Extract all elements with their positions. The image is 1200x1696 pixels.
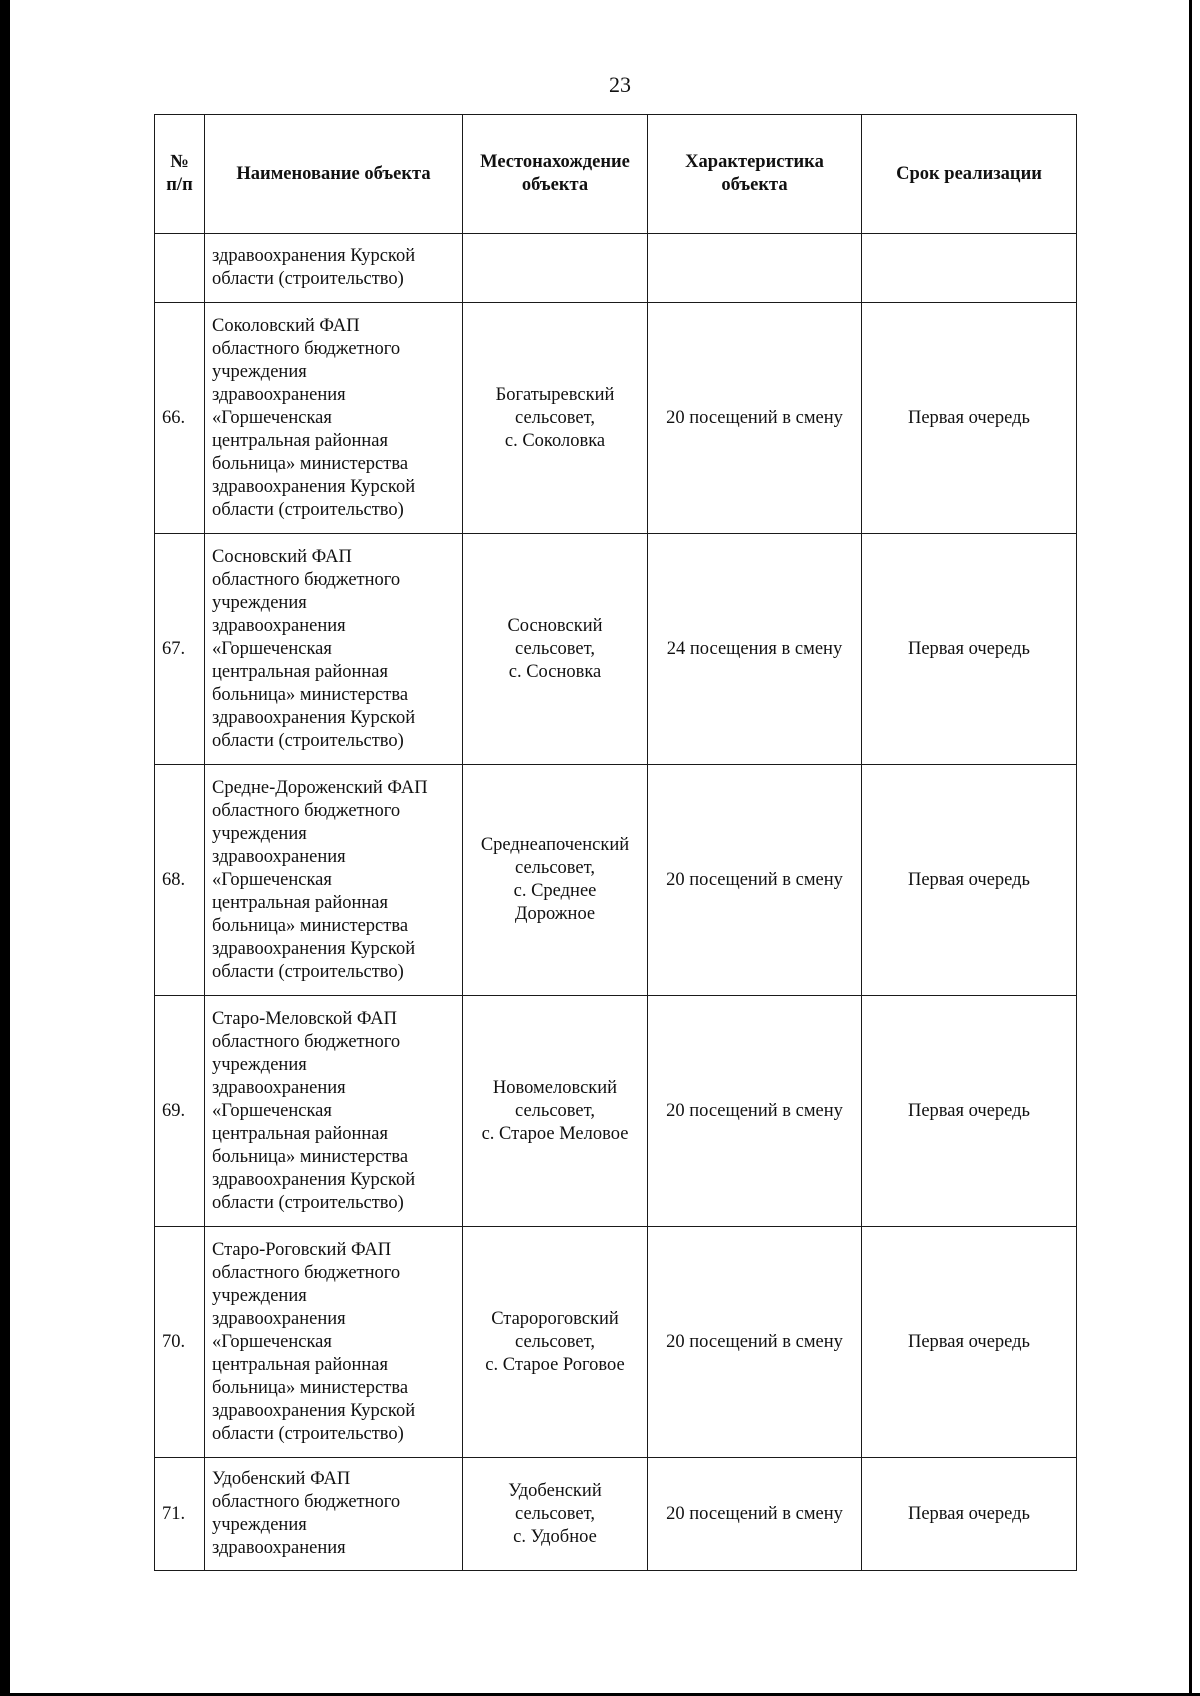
cell-term-text: Первая очередь: [907, 638, 1030, 659]
cell-characteristic: [648, 996, 862, 1227]
header-location-text: Местонахождение объекта: [480, 152, 630, 195]
cell-term: [862, 996, 1077, 1227]
cell-location-text: Старороговский сельсовет, с. Старое Роговое: [485, 1308, 625, 1375]
header-term: [862, 115, 1077, 234]
cell-term: [862, 303, 1077, 534]
cell-characteristic-text: 20 посещений в смену: [666, 407, 843, 428]
cell-num: [155, 1227, 205, 1458]
cell-term: [862, 1458, 1077, 1571]
cell-name: [205, 534, 463, 765]
table-row: [155, 765, 1077, 996]
cell-location: [463, 1227, 648, 1458]
cell-location-text: Удобенский сельсовет, с. Удобное: [508, 1480, 602, 1547]
cell-term: [862, 765, 1077, 996]
cell-num-text: 71.: [162, 1503, 186, 1524]
scan-border-left: [0, 0, 10, 1696]
cell-name: [205, 1458, 463, 1571]
cell-term: [862, 234, 1077, 303]
cell-characteristic-text: 20 посещений в смену: [666, 1503, 843, 1524]
header-characteristic: [648, 115, 862, 234]
table-header-row: [155, 115, 1077, 234]
header-term-text: Срок реализации: [896, 163, 1042, 184]
table-row-continuation: [155, 234, 1077, 303]
table-row: [155, 1458, 1077, 1571]
header-characteristic-text: Характеристика объекта: [685, 152, 824, 195]
cell-name-text: Средне-Дороженский ФАП областного бюджетного учреждения здравоохранения «Горшеченская центральная районная больница» министерства здравоохранения Курской области (строительство): [212, 777, 428, 982]
cell-location: [463, 303, 648, 534]
cell-num: [155, 534, 205, 765]
cell-location-text: Богатыревский сельсовет, с. Соколовка: [495, 384, 615, 451]
cell-num: [155, 765, 205, 996]
table-row: [155, 1227, 1077, 1458]
cell-term-text: Первая очередь: [907, 1503, 1030, 1524]
header-num: [155, 115, 205, 234]
cell-name: [205, 996, 463, 1227]
cell-characteristic: [648, 765, 862, 996]
cell-location: [463, 765, 648, 996]
table-row: [155, 996, 1077, 1227]
cell-num-text: 70.: [162, 1331, 186, 1352]
cell-characteristic: [648, 534, 862, 765]
cell-name: [205, 765, 463, 996]
header-name-text: Наименование объекта: [236, 163, 431, 184]
cell-num: [155, 996, 205, 1227]
cell-name-text: Сосновский ФАП областного бюджетного учреждения здравоохранения «Горшеченская центральная районная больница» министерства здравоохранения Курской области (строительство): [212, 546, 416, 751]
cell-characteristic: [648, 234, 862, 303]
cell-num: [155, 303, 205, 534]
cell-location: [463, 1458, 648, 1571]
cell-num-text: 69.: [162, 1100, 186, 1121]
cell-name-text: Старо-Роговский ФАП областного бюджетного учреждения здравоохранения «Горшеченская центральная районная больница» министерства здравоохранения Курской области (строительство): [212, 1239, 416, 1444]
cell-num-text: 66.: [162, 407, 186, 428]
cell-name-text: Удобенский ФАП областного бюджетного учреждения здравоохранения: [212, 1469, 401, 1558]
cell-characteristic: [648, 1458, 862, 1571]
cell-name-text: здравоохранения Курской области (строительство): [212, 246, 416, 289]
cell-location-text: Среднеапоченский сельсовет, с. Среднее Дорожное: [480, 835, 630, 924]
cell-term-text: Первая очередь: [907, 1331, 1030, 1352]
objects-table: [154, 114, 1077, 1571]
cell-name-text: Старо-Меловской ФАП областного бюджетного учреждения здравоохранения «Горшеченская центральная районная больница» министерства здравоохранения Курской области (строительство): [212, 1008, 416, 1213]
table-row: [155, 303, 1077, 534]
cell-term: [862, 534, 1077, 765]
cell-characteristic-text: 20 посещений в смену: [666, 869, 843, 890]
header-location: [463, 115, 648, 234]
page-number: 23: [609, 72, 631, 97]
cell-location-text: Сосновский сельсовет, с. Сосновка: [507, 615, 603, 682]
cell-characteristic-text: 24 посещения в смену: [666, 638, 843, 659]
header-num-text: № п/п: [166, 152, 193, 195]
cell-term-text: Первая очередь: [907, 869, 1030, 890]
cell-location: [463, 534, 648, 765]
cell-name-text: Соколовский ФАП областного бюджетного учреждения здравоохранения «Горшеченская центральная районная больница» министерства здравоохранения Курской области (строительство): [212, 315, 416, 520]
cell-term-text: Первая очередь: [907, 1100, 1030, 1121]
cell-name: [205, 303, 463, 534]
scan-border-right: [1189, 0, 1192, 1696]
cell-num: [155, 1458, 205, 1571]
cell-num-text: 68.: [162, 869, 186, 890]
cell-term: [862, 1227, 1077, 1458]
cell-name: [205, 1227, 463, 1458]
cell-characteristic-text: 20 посещений в смену: [666, 1100, 843, 1121]
header-name: [205, 115, 463, 234]
cell-characteristic: [648, 1227, 862, 1458]
cell-name: [205, 234, 463, 303]
cell-term-text: Первая очередь: [907, 407, 1030, 428]
cell-characteristic-text: 20 посещений в смену: [666, 1331, 843, 1352]
cell-num: [155, 234, 205, 303]
cell-location: [463, 234, 648, 303]
table-row: [155, 534, 1077, 765]
cell-location-text: Новомеловский сельсовет, с. Старое Меловое: [481, 1077, 629, 1144]
cell-num-text: 67.: [162, 638, 186, 659]
cell-characteristic: [648, 303, 862, 534]
cell-location: [463, 996, 648, 1227]
